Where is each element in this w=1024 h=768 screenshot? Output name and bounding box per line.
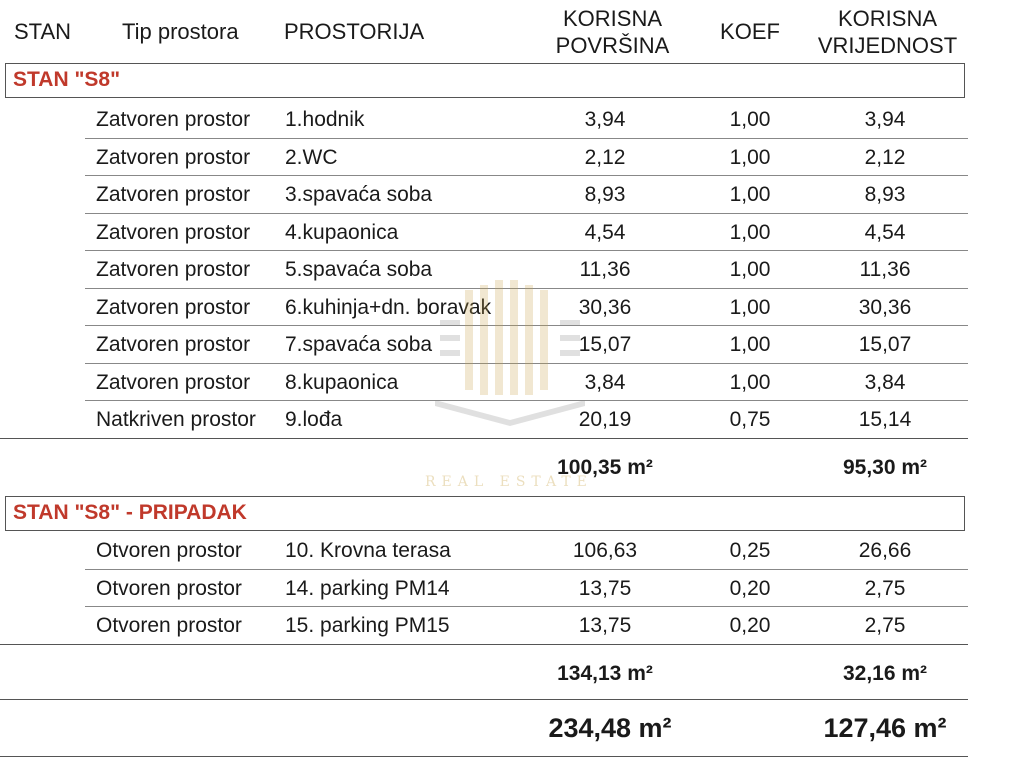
cell-koef: 1,00 [729, 220, 771, 244]
cell-koef: 0,25 [729, 539, 771, 562]
cell-koef: 0,20 [729, 614, 771, 637]
cell-room: 9.lođa [285, 408, 343, 431]
cell-area: 11,36 [579, 258, 631, 281]
row-divider [85, 213, 968, 214]
header-koef: KOEF [720, 19, 780, 44]
cell-room: 4.kupaonica [285, 220, 399, 244]
cell-type: Zatvoren prostor [96, 220, 251, 244]
cell-koef: 0,75 [729, 408, 771, 431]
cell-room: 3.spavaća soba [285, 183, 433, 206]
section-title: STAN "S8" [13, 68, 121, 91]
divider [0, 644, 968, 645]
cell-type: Otvoren prostor [96, 576, 242, 600]
section-stan-s8 [5, 63, 965, 98]
divider [0, 699, 968, 700]
row-divider [85, 175, 968, 176]
cell-area: 13,75 [578, 614, 632, 637]
cell-value: 2,75 [864, 576, 906, 600]
cell-area: 20,19 [578, 408, 632, 431]
section2-total-area: 134,13 m² [557, 662, 653, 685]
row-divider [85, 250, 968, 251]
cell-room: 7.spavaća soba [285, 333, 433, 356]
cell-value: 2,75 [864, 614, 906, 637]
cell-value: 15,07 [858, 333, 912, 356]
cell-room: 8.kupaonica [285, 370, 399, 394]
cell-type: Zatvoren prostor [96, 108, 251, 131]
cell-value: 26,66 [858, 539, 912, 562]
cell-room: 15. parking PM15 [285, 614, 450, 637]
cell-room: 10. Krovna terasa [285, 539, 451, 562]
cell-value: 8,93 [864, 183, 906, 206]
header-korisna-povrsina [540, 5, 685, 59]
cell-type: Zatvoren prostor [96, 145, 251, 169]
cell-room: 2.WC [285, 145, 338, 169]
cell-koef: 1,00 [729, 183, 771, 206]
cell-area: 106,63 [572, 539, 638, 562]
cell-type: Zatvoren prostor [96, 295, 251, 319]
cell-koef: 1,00 [729, 258, 771, 281]
cell-area: 3,94 [584, 108, 626, 131]
row-divider [85, 138, 968, 139]
grand-total-value: 127,46 m² [823, 713, 947, 743]
divider [0, 756, 968, 757]
watermark-text: REAL ESTATE [425, 474, 593, 490]
cell-type: Otvoren prostor [96, 614, 242, 637]
cell-area: 4,54 [584, 220, 626, 244]
cell-koef: 1,00 [729, 145, 771, 169]
header-area-line1: KORISNA [562, 6, 663, 31]
cell-value: 2,12 [864, 145, 906, 169]
cell-area: 2,12 [584, 145, 626, 169]
cell-value: 30,36 [858, 295, 912, 319]
cell-room: 1.hodnik [285, 108, 365, 131]
cell-value: 4,54 [864, 220, 906, 244]
section-stan-s8-pripadak [5, 496, 965, 531]
cell-room: 6.kuhinja+dn. boravak [285, 295, 492, 319]
cell-type: Zatvoren prostor [96, 333, 251, 356]
cell-value: 11,36 [859, 258, 911, 281]
section2-total-value: 32,16 m² [842, 662, 928, 685]
header-area-line2: POVRŠINA [555, 33, 670, 58]
cell-value: 3,84 [864, 370, 906, 394]
cell-value: 3,94 [864, 108, 906, 131]
divider [0, 438, 968, 439]
cell-koef: 1,00 [729, 333, 771, 356]
cell-type: Zatvoren prostor [96, 183, 251, 206]
cell-area: 3,84 [584, 370, 626, 394]
cell-area: 8,93 [584, 183, 626, 206]
row-divider [85, 606, 968, 607]
section1-total-area: 100,35 m² [557, 456, 653, 479]
cell-koef: 1,00 [729, 295, 771, 319]
header-tip-prostora: Tip prostora [122, 19, 239, 44]
row-divider [85, 569, 968, 570]
cell-type: Zatvoren prostor [96, 370, 251, 394]
cell-koef: 1,00 [729, 108, 771, 131]
cell-area: 30,36 [578, 295, 632, 319]
cell-room: 14. parking PM14 [285, 576, 450, 600]
cell-area: 13,75 [578, 576, 632, 600]
cell-type: Otvoren prostor [96, 539, 242, 562]
cell-koef: 1,00 [729, 370, 771, 394]
section-title: STAN "S8" - PRIPADAK [13, 501, 247, 524]
cell-type: Natkriven prostor [96, 408, 256, 431]
cell-area: 15,07 [578, 333, 632, 356]
cell-type: Zatvoren prostor [96, 258, 251, 281]
grand-total-area: 234,48 m² [548, 713, 672, 743]
header-value-line2: VRIJEDNOST [817, 33, 958, 58]
header-prostorija: PROSTORIJA [284, 19, 425, 44]
watermark-logo-icon [430, 280, 590, 430]
header-stan: STAN [14, 19, 72, 44]
header-value-line1: KORISNA [837, 6, 938, 31]
section1-total-value: 95,30 m² [842, 456, 928, 479]
cell-koef: 0,20 [729, 576, 771, 600]
cell-room: 5.spavaća soba [285, 258, 433, 281]
cell-value: 15,14 [858, 408, 912, 431]
header-korisna-vrijednost [810, 5, 965, 59]
